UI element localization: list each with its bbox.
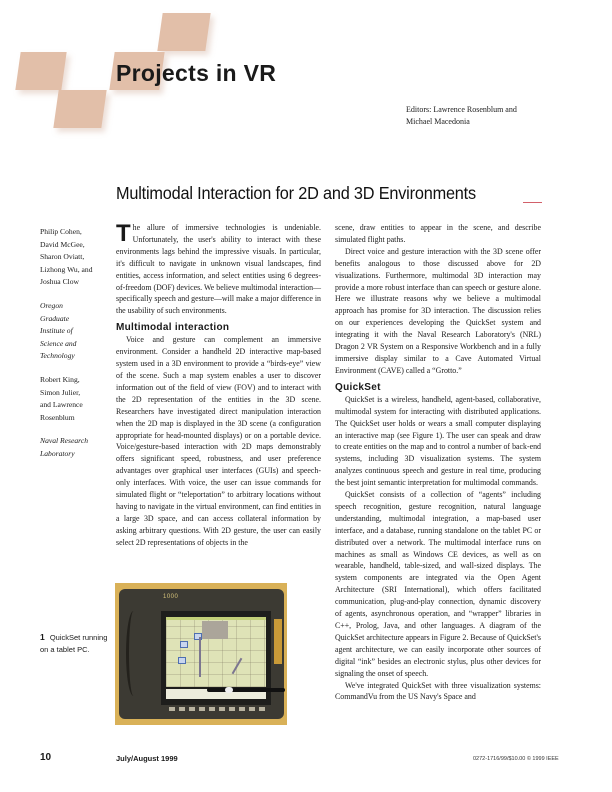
side-panel — [274, 619, 282, 664]
authors-group-1 — [40, 226, 112, 289]
article-title: Multimodal Interaction for 2D and 3D Environments — [116, 183, 476, 203]
map-display — [166, 617, 266, 687]
editors-credit — [406, 104, 517, 128]
body-column-2 — [335, 222, 541, 703]
body-paragraph: Voice and gesture can complement an immersive environment. Consider a handheld 2D interactive map-based system used in a 3D environment to provide a “birds-eye” view of the scene. Such a map system enables a user to discover information out of the field of view (FOV) and to interact with the 2D representation of the entities in the 3D scene. Researchers have investigated direct manipulation interaction when the 2D map is displayed in the 3D scene (a configuration appropriate for head-mounted displays) or on a portable device. Voice/gesture-based interaction with 2D maps demonstrably offers significant speed, robustness, and user preference advantages over graphical user interfaces (GUIs) and speech-only interfaces. With voice, the user can issue commands for simulated flight or “teleportation” to arbitrary locations without having to navigate in the virtual environment, can find entities in a large 3D space, and can access collateral information by asking arbitrary questions. With 2D gesture, the user can easily select 2D representations of objects in the — [116, 335, 321, 547]
body-paragraph: We've integrated QuickSet with three visualization systems: CommandVu from the US Navy's Space and — [335, 680, 541, 702]
map-unit-icon — [180, 641, 188, 648]
affiliation-line: Institute of — [40, 326, 73, 336]
author-name: Rosenblum — [40, 412, 75, 422]
affiliation-line: Naval Research — [40, 436, 89, 446]
body-paragraph: QuickSet consists of a collection of “agents” including speech recognition, gesture recognition, natural language understanding, multimodal integration, a map-based user interface, and a database, running standalone on the tablet PC or distributed over a network. The multimodal interface runs on machines as small as Windows CE devices, as well as on wearable, handheld, table-sized, and wall-sized displays. The system components are integrated via the Open Agent Architecture (SRI International), which offers facilitated communication, plug-and-play connection, dynamic discovery of agents, asynchronous operation, and “wrapper” libraries in C++, Prolog, Java, and other languages. A diagram of the QuickSet architecture appears in Figure 2. Because of QuickSet's agent architecture, we can easily incorporate other sources of digital “ink” besides an electronic stylus, plus other devices for signaling the onset of speech. — [335, 490, 541, 678]
affiliation-line: Oregon — [40, 300, 63, 310]
section-title: Projects in VR — [116, 60, 277, 86]
stylus-pen — [207, 688, 285, 692]
tablet-grip — [126, 611, 141, 696]
tablet-buttons — [169, 707, 269, 711]
section-heading: QuickSet — [335, 381, 381, 393]
author-name: Joshua Clow — [40, 277, 80, 287]
header-decoration-square — [15, 52, 66, 90]
title-rule — [523, 202, 542, 203]
figure-1-photo — [115, 583, 287, 725]
header-decoration-square — [53, 90, 106, 128]
intro-paragraph — [116, 222, 321, 317]
author-name: Sharon Oviatt, — [40, 252, 85, 262]
map-region — [202, 621, 228, 639]
affiliation-line: Laboratory — [40, 448, 75, 458]
body-paragraph: Direct voice and gesture interaction with the 3D scene offer benefits analogous to those discussed above for 2D visualizations. Furthermore, multimodal 3D interaction may provide a more robust interface than can speech or gesture alone. Here we illustrate reasons why we believe a multimodal approach has promise for 3D interaction. The discussion relies on our experiences developing the QuickSet system and integrating it with the Naval Research Laboratory's (NRL) Dragon 2 VR System on a Responsive Workbench and in a fully immersive display similar to a Cave Automated Virtual Environment (CAVE) called a “Grotto.” — [335, 246, 541, 375]
intro-text: he allure of immersive technologies is undeniable. Unfortunately, the user's ability to interact with these environments lags behind the impressive visuals. In particular, it's difficult to navigate in unknown visual landscapes, find entities, access information, and select entities using 6 degrees-of-freedom (DOF) devices. We believe multimodal interaction—specifically speech and gesture—will make a major difference in the usability of such environments. — [116, 223, 321, 316]
page-number: 10 — [40, 752, 52, 763]
stylus-grip — [225, 687, 233, 693]
authors-group-2 — [40, 374, 112, 424]
drop-cap: T — [116, 220, 131, 247]
author-name: and Lawrence — [40, 400, 83, 410]
device-brand-label: 1000 — [163, 594, 179, 600]
affiliation-line: Science and — [40, 338, 77, 348]
author-name: Simon Julier, — [40, 387, 81, 397]
author-name: Philip Cohen, — [40, 227, 82, 236]
affiliation-1 — [40, 300, 112, 363]
editors-line: Michael Macedonia — [406, 117, 470, 126]
map-toolbar — [166, 617, 266, 620]
author-name: David McGee, — [40, 239, 85, 249]
affiliation-line: Technology — [40, 351, 75, 361]
caption-text: QuickSet running on a tablet PC. — [40, 633, 108, 654]
affiliation-line: Graduate — [40, 313, 70, 323]
map-route — [232, 658, 243, 675]
section-heading: Multimodal interaction — [116, 322, 230, 334]
issue-date: July/August 1999 — [116, 754, 178, 763]
header-decoration-square — [157, 13, 210, 51]
figure-1-caption — [40, 632, 110, 655]
tablet-pc-image — [119, 589, 284, 719]
author-name: Lizhong Wu, and — [40, 264, 93, 274]
figure-number: 1 — [40, 632, 45, 642]
editors-line: Editors: Lawrence Rosenblum and — [406, 105, 517, 114]
body-paragraph: scene, draw entities to appear in the scene, and describe simulated flight paths. — [335, 223, 541, 244]
body-column-1 — [116, 222, 321, 549]
author-name: Robert King, — [40, 374, 80, 384]
author-sidebar — [40, 226, 112, 472]
map-route — [199, 637, 201, 677]
copyright-code: 0272-1716/99/$10.00 © 1999 IEEE — [473, 756, 559, 762]
map-unit-icon — [178, 657, 186, 664]
affiliation-2 — [40, 435, 112, 460]
body-paragraph: QuickSet is a wireless, handheld, agent-based, collaborative, multimodal system for interacting with distributed applications. The QuickSet user holds or wears a small computer displaying an interactive map (see Figure 1). The user can speak and draw to create entities on the map and to control a number of back-end systems, including 3D visualization systems. The system analyzes continuous speech and gesture in real time, producing the best joint semantic interpretation for multimodal commands. — [335, 394, 541, 488]
